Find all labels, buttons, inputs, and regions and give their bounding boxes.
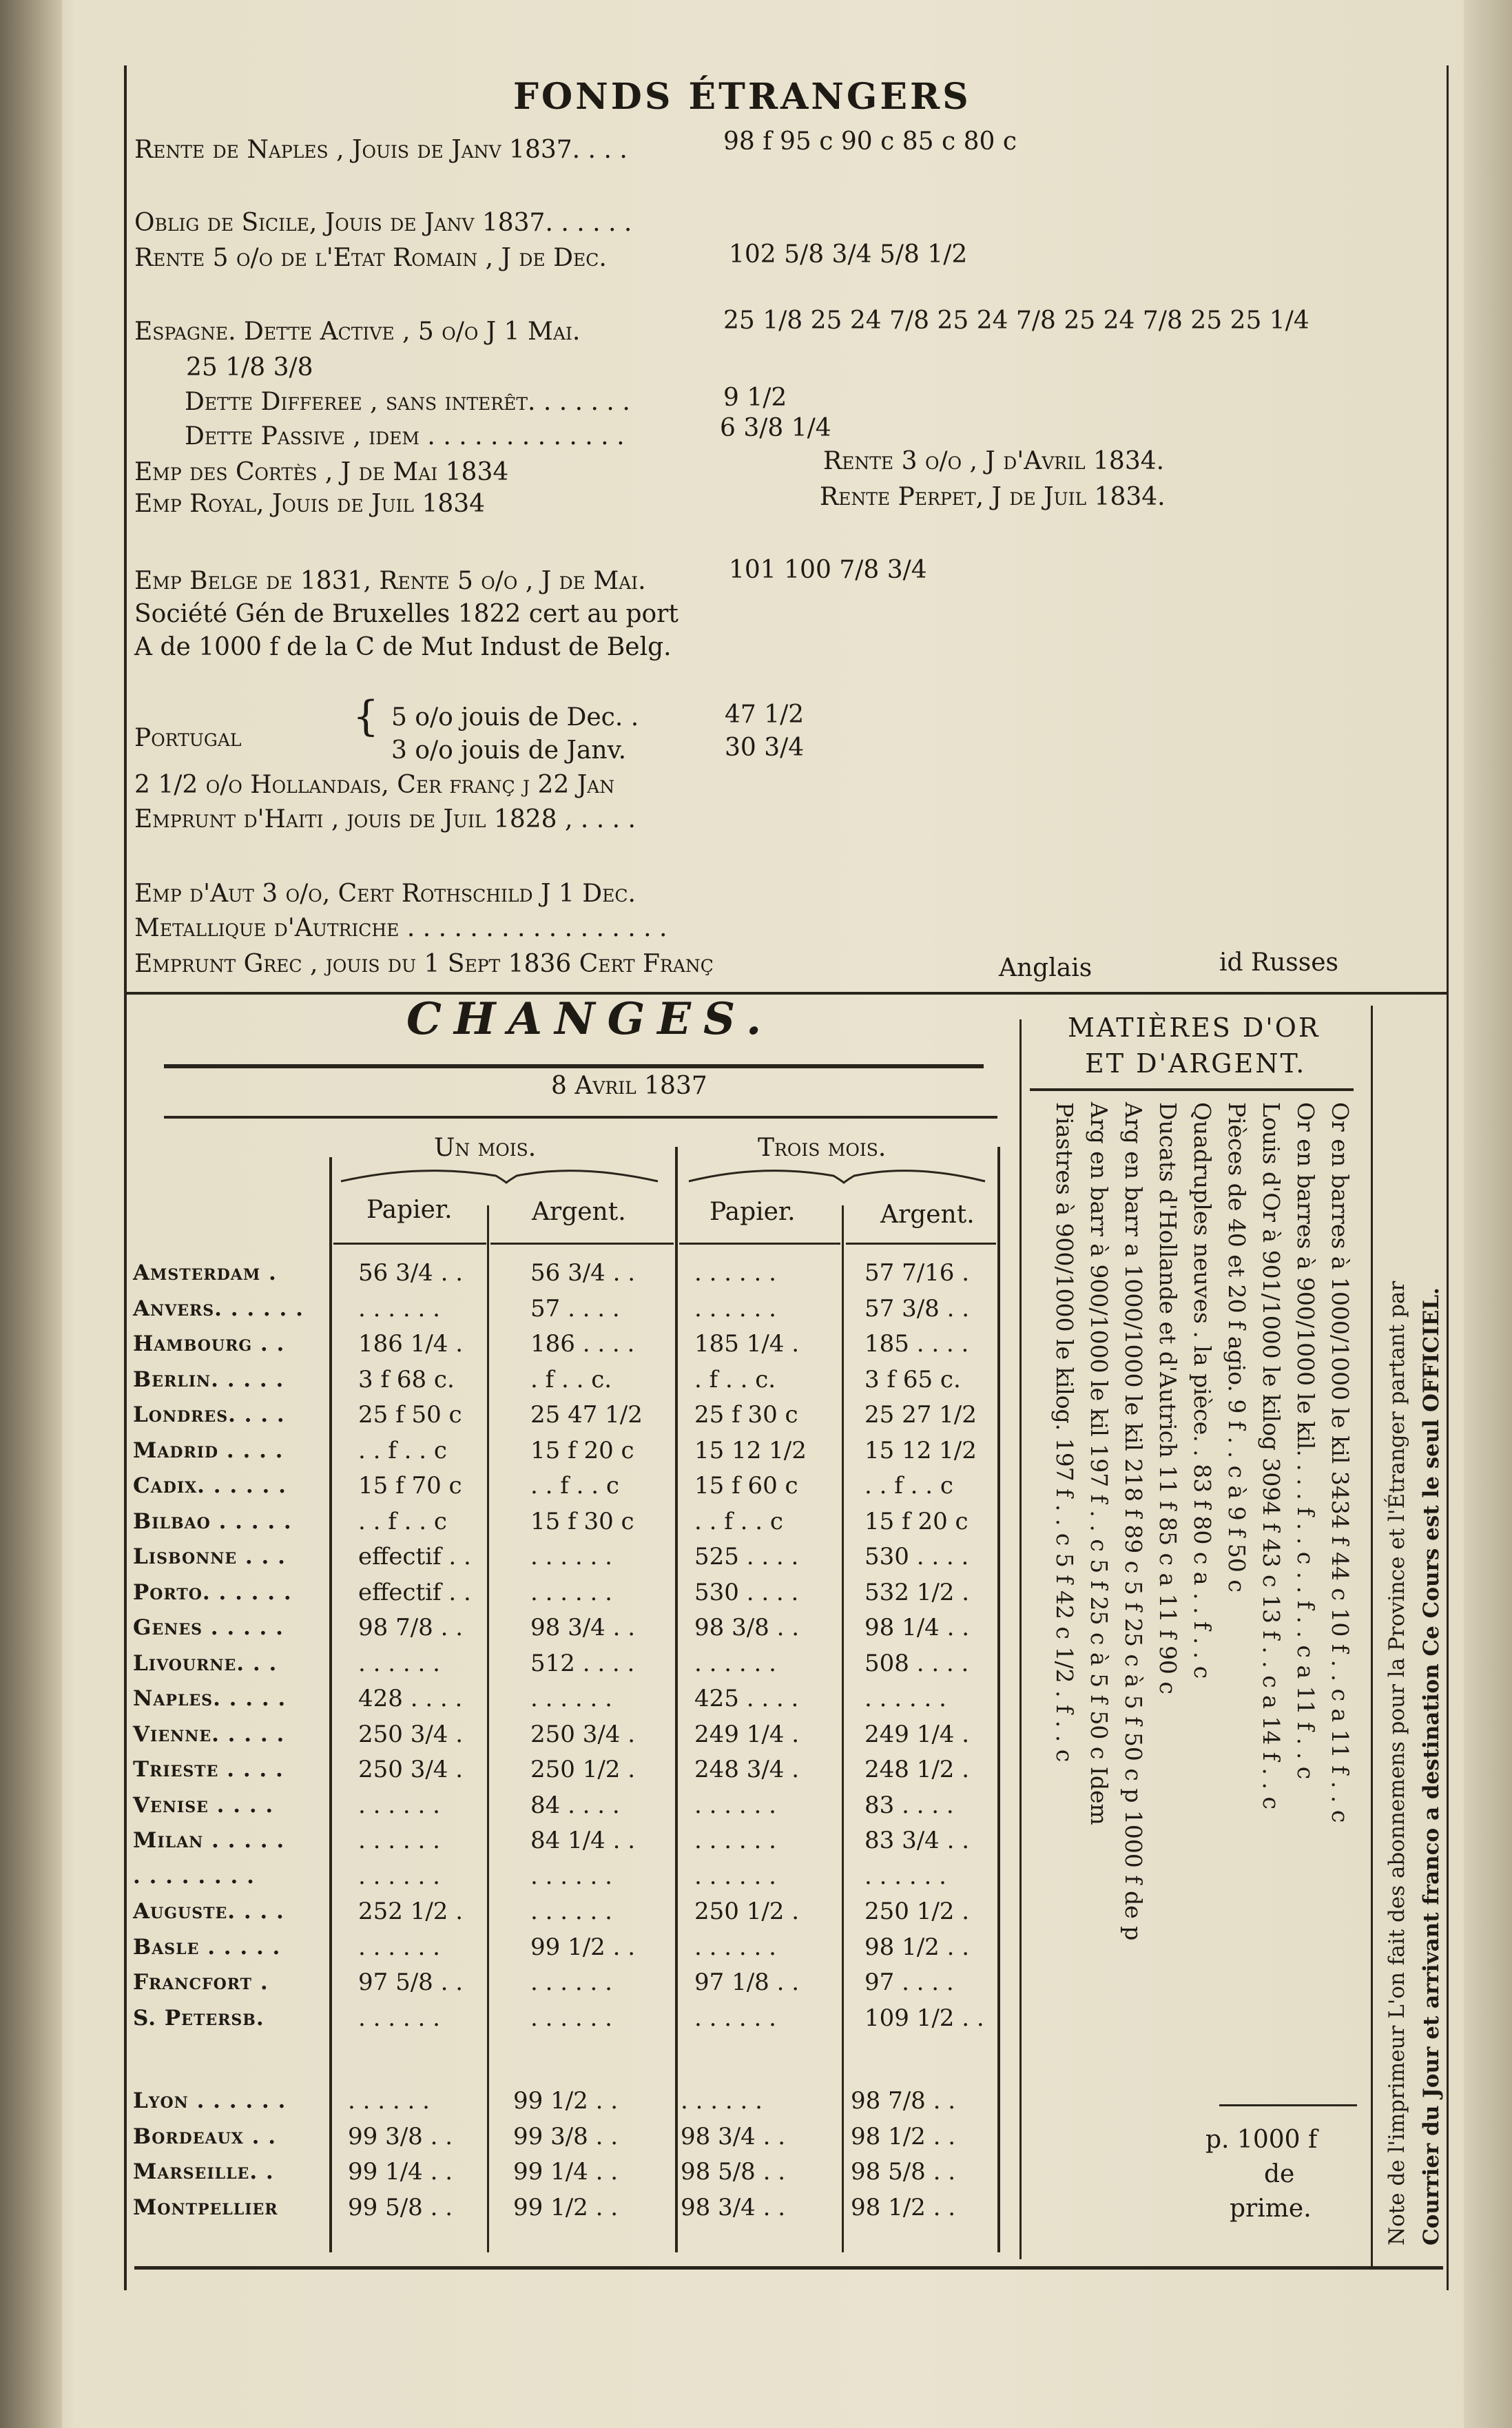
rate-papier-trois: 425 . . . . (694, 1685, 799, 1712)
domestic-papier-un-column (348, 2084, 453, 2225)
note-left-rule (1371, 1006, 1373, 2266)
place-name: Berlin. . . . . (133, 1367, 284, 1392)
rate-papier-un: effectif . . (358, 1578, 471, 1606)
matieres-line-7: Arg en barr a 1000/1000 le kil 218 f 89 c 5 f 25 c à 5 f 50 c p 1000 f de p (1120, 1102, 1147, 1941)
changes-papier-trois-column (694, 1256, 807, 2036)
changes-places-column (133, 1256, 304, 2036)
rate-papier-trois: 15 12 1/2 (694, 1436, 807, 1464)
matieres-line-2: Or en barres à 900/1000 le kil. . . . f . . c . . f . . c a 11 f . . c (1292, 1102, 1319, 1780)
matieres-line-9: Piastres à 900/1000 le kilog. 197 f . . c 5 f 42 c 1/2 . f . . c (1051, 1102, 1078, 1763)
book-spine (0, 0, 62, 2428)
header-papier-1: Papier. (366, 1196, 453, 1224)
header-trois-mois: Trois mois. (758, 1134, 887, 1162)
prime-line-1: p. 1000 f (1205, 2126, 1318, 2154)
place-name: Milan . . . . . (133, 1828, 285, 1853)
rate-argent-un: 512 . . . . (530, 1649, 635, 1677)
rate-argent-un: 57 . . . . (530, 1294, 620, 1322)
rate-papier-un: 97 5/8 . . (358, 1969, 464, 1996)
rate-papier-trois: 185 1/4 . (694, 1330, 800, 1358)
fonds-value-passive: 6 3/8 1/4 (720, 414, 831, 442)
rate-papier-trois: 249 1/4 . (694, 1720, 800, 1748)
rate-argent-trois: . . f . . c (864, 1472, 953, 1500)
matieres-left-rule (1019, 1019, 1022, 2259)
fonds-label-bruxelles: Société Gén de Bruxelles 1822 cert au port (134, 600, 679, 628)
domestic-argent-un-column (513, 2084, 618, 2225)
changes-argent-un-column (530, 1256, 643, 2036)
prime-line-3: prime. (1230, 2194, 1312, 2223)
rate-argent-trois: 98 1/4 . . (864, 1614, 970, 1641)
fonds-label-metallique: Metallique d'Autriche . . . . . . . . . . . . . . . . . (134, 914, 667, 942)
rate-papier-trois: 248 3/4 . (694, 1756, 800, 1783)
rate-argent-trois: 98 1/2 . . (851, 2122, 956, 2150)
rate-papier-un: . . . . . . (358, 1791, 440, 1819)
rate-papier-trois: . . . . . . (694, 1649, 776, 1677)
rate-argent-trois: 98 1/2 . . (851, 2193, 956, 2221)
rate-argent-un: 98 3/4 . . (530, 1614, 636, 1641)
rate-argent-un: 15 f 30 c (530, 1507, 634, 1535)
place-name: Lisbonne . . . (133, 1544, 286, 1569)
prime-line-2: de (1264, 2160, 1295, 2188)
changes-title: CHANGES. (406, 993, 774, 1045)
rate-papier-trois: 98 5/8 . . (681, 2158, 786, 2186)
fonds-value-espagne: 25 1/8 25 24 7/8 25 24 7/8 25 24 7/8 25 25 1/4 (723, 307, 1309, 335)
fonds-rente-3: Rente 3 o/o , J d'Avril 1834. (823, 447, 1165, 475)
rate-argent-un: . . . . . . (530, 1862, 612, 1890)
brace-un (338, 1161, 661, 1185)
place-name: Auguste. . . . (133, 1899, 284, 1924)
col-rule-2 (487, 1205, 489, 2252)
fonds-label-portugal-3: 3 o/o jouis de Janv. (391, 736, 627, 765)
changes-date-rule (164, 1116, 997, 1119)
matieres-title-2: ET D'ARGENT. (1085, 1048, 1307, 1079)
rate-argent-trois: 109 1/2 . . (864, 2004, 984, 2032)
rate-argent-trois: 530 . . . . (864, 1543, 969, 1570)
header-rule-2 (490, 1243, 674, 1245)
place-name: Vienne. . . . . (133, 1721, 285, 1747)
header-un-mois: Un mois. (434, 1134, 537, 1162)
rate-argent-un: . f . . c. (530, 1365, 612, 1393)
rate-argent-trois: 98 7/8 . . (851, 2087, 956, 2115)
note-line-1: Note de l'imprimeur L'on fait des abonnemens pour la Province et l'Étranger partant par (1385, 1280, 1409, 2245)
rate-argent-trois: 15 12 1/2 (864, 1436, 977, 1464)
changes-title-rule (164, 1064, 984, 1068)
rate-papier-un: . . . . . . (358, 1862, 440, 1890)
fonds-value-naples: 98 f 95 c 90 c 85 c 80 c (723, 127, 1017, 156)
matieres-line-6: Ducats d'Hollande et d'Autrich 11 f 85 c a 11 f 90 c (1154, 1102, 1181, 1694)
changes-papier-un-column (358, 1256, 471, 2036)
rate-papier-un: 99 1/4 . . (348, 2158, 453, 2186)
rate-papier-trois: . . . . . . (694, 1791, 776, 1819)
rate-papier-un: . . . . . . (358, 1827, 440, 1854)
header-argent-1: Argent. (532, 1198, 626, 1226)
matieres-line-4: Pièces de 40 et 20 f agio. 9 f . . c à 9 f 50 c (1223, 1102, 1250, 1592)
domestic-argent-trois-column (851, 2084, 955, 2225)
rate-papier-un: 99 5/8 . . (348, 2193, 453, 2221)
rate-papier-un: . . . . . . (358, 1649, 440, 1677)
rate-argent-trois: 249 1/4 . (864, 1720, 970, 1748)
rate-papier-trois: 250 1/2 . (694, 1898, 800, 1925)
rate-argent-trois: 3 f 65 c. (864, 1365, 961, 1393)
rate-papier-un: 3 f 68 c. (358, 1365, 455, 1393)
fonds-label-hollandais: 2 1/2 o/o Hollandais, Cer franç j 22 Jan (134, 771, 615, 799)
col-rule-3 (675, 1147, 678, 2252)
fonds-label-romain: Rente 5 o/o de l'Etat Romain , J de Dec. (134, 244, 607, 272)
fonds-label-portugal-5: 5 o/o jouis de Dec. . (391, 703, 639, 731)
rate-argent-un: 99 1/4 . . (513, 2158, 619, 2186)
fonds-title: FONDS ÉTRANGERS (513, 76, 971, 118)
fonds-value-romain: 102 5/8 3/4 5/8 1/2 (729, 240, 968, 269)
fonds-value-differee: 9 1/2 (723, 384, 787, 412)
rate-papier-trois: 98 3/4 . . (681, 2193, 786, 2221)
matieres-line-1: Or en barres à 1000/1000 le kil 3434 f 44 c 10 f . . c a 11 f . . c (1327, 1102, 1354, 1823)
rate-argent-un: 250 3/4 . (530, 1720, 636, 1748)
rate-papier-un: 250 3/4 . (358, 1720, 464, 1748)
domestic-places-column (133, 2084, 286, 2225)
fonds-label-autriche: Emp d'Aut 3 o/o, Cert Rothschild J 1 Dec. (134, 880, 636, 908)
rate-papier-un: . . f . . c (358, 1507, 447, 1535)
place-name: Bordeaux . . (133, 2124, 276, 2149)
note-line-2: Courrier du Jour et arrivant franco a destination Ce Cours est le seul OFFICIEL. (1419, 1287, 1444, 2245)
header-argent-3: Argent. (880, 1201, 975, 1229)
rate-papier-trois: 97 1/8 . . (694, 1969, 800, 1996)
rate-argent-un: . . f . . c (530, 1472, 619, 1500)
rate-papier-un: . . . . . . (358, 1294, 440, 1322)
rate-papier-un: 15 f 70 c (358, 1472, 462, 1500)
rate-argent-trois: . . . . . . (864, 1862, 946, 1890)
fonds-value-belge: 101 100 7/8 3/4 (729, 556, 927, 584)
fonds-value-portugal-5: 47 1/2 (725, 701, 805, 729)
fonds-label-anglais: Anglais (999, 954, 1092, 982)
place-name: Genes . . . . . (133, 1615, 284, 1640)
frame-left-rule (124, 65, 127, 2290)
rate-argent-un: 25 47 1/2 (530, 1401, 643, 1429)
place-name: S. Petersb. (133, 2005, 265, 2031)
rate-argent-trois: 248 1/2 . (864, 1756, 970, 1783)
rate-papier-trois: . . . . . . (681, 2087, 763, 2115)
prime-rule (1219, 2104, 1357, 2106)
rate-argent-un: 15 f 20 c (530, 1436, 634, 1464)
rate-papier-un: effectif . . (358, 1543, 471, 1570)
fonds-label-passive: Dette Passive , idem . . . . . . . . . . . . . (185, 422, 625, 450)
rate-argent-trois: 57 3/8 . . (864, 1294, 970, 1322)
fonds-label-cortes: Emp des Cortès , J de Mai 1834 (134, 458, 509, 486)
rate-argent-trois: 185 . . . . (864, 1330, 969, 1358)
rate-papier-un: . . . . . . (358, 2004, 440, 2032)
rate-argent-un: 99 1/2 . . (513, 2087, 619, 2115)
place-name: Hambourg . . (133, 1331, 285, 1356)
rate-papier-trois: . . . . . . (694, 1259, 776, 1287)
col-rule-4 (842, 1205, 844, 2252)
header-rule-1 (333, 1243, 486, 1245)
header-rule-4 (846, 1243, 996, 1245)
rate-papier-trois: . . f . . c (694, 1507, 783, 1535)
rate-argent-trois: 97 . . . . (864, 1969, 954, 1996)
fonds-label-differee: Dette Differee , sans interêt. . . . . . . (185, 388, 630, 416)
header-rule-3 (679, 1243, 840, 1245)
place-name: Montpellier (133, 2194, 278, 2220)
rate-papier-un: 25 f 50 c (358, 1401, 462, 1429)
rate-argent-un: . . . . . . (530, 1578, 612, 1606)
place-name: Amsterdam . (133, 1260, 277, 1285)
matieres-title-1: MATIÈRES D'OR (1068, 1013, 1321, 1043)
rate-papier-trois: . . . . . . (694, 1862, 776, 1890)
matieres-line-8: Arg en barr à 900/1000 le kil 197 f . . c 5 f 25 c à 5 f 50 c Idem (1086, 1102, 1112, 1825)
place-name: Livourne. . . (133, 1650, 278, 1676)
portugal-brace: { (353, 692, 380, 740)
place-name: Anvers. . . . . . (133, 1296, 304, 1321)
rate-argent-trois: . . . . . . (864, 1685, 946, 1712)
fonds-value-portugal-3: 30 3/4 (725, 734, 805, 762)
rate-argent-trois: 250 1/2 . (864, 1898, 970, 1925)
rate-papier-un: 98 7/8 . . (358, 1614, 464, 1641)
place-name: Bilbao . . . . . (133, 1508, 292, 1534)
matieres-title-rule (1030, 1088, 1354, 1091)
fonds-label-naples: Rente de Naples , Jouis de Janv 1837. . . . (134, 136, 628, 164)
rate-argent-un: 84 1/4 . . (530, 1827, 636, 1854)
place-name: Naples. . . . . (133, 1686, 287, 1711)
fonds-label-mut-indust: A de 1000 f de la C de Mut Indust de Belg. (134, 633, 672, 661)
fonds-label-royal: Emp Royal, Jouis de Juil 1834 (134, 490, 486, 518)
matieres-line-3: Louis d'Or à 901/1000 le kilog 3094 f 43 c 13 f . . c a 14 f . . c (1258, 1102, 1285, 1809)
rate-argent-trois: 98 1/2 . . (864, 1933, 970, 1961)
rate-papier-trois: 525 . . . . (694, 1543, 799, 1570)
rate-papier-trois: 25 f 30 c (694, 1401, 798, 1429)
place-name: Marseille. . (133, 2159, 274, 2184)
page-edge (1464, 0, 1512, 2428)
header-papier-3: Papier. (710, 1198, 796, 1226)
place-name: Cadix. . . . . . (133, 1473, 287, 1498)
rate-papier-trois: . f . . c. (694, 1365, 776, 1393)
rate-argent-un: 99 1/2 . . (513, 2193, 619, 2221)
rate-argent-un: . . . . . . (530, 2004, 612, 2032)
rate-papier-trois: . . . . . . (694, 2004, 776, 2032)
rate-papier-un: 250 3/4 . (358, 1756, 464, 1783)
fonds-rente-perpet: Rente Perpet, J de Juil 1834. (820, 483, 1166, 511)
rate-argent-un: . . . . . . (530, 1685, 612, 1712)
fonds-label-espagne: Espagne. Dette Active , 5 o/o J 1 Mai. (134, 318, 581, 346)
rate-argent-un: . . . . . . (530, 1543, 612, 1570)
rate-argent-trois: 57 7/16 . (864, 1259, 970, 1287)
place-name: Lyon . . . . . . (133, 2088, 287, 2113)
rate-papier-un: . . f . . c (358, 1436, 447, 1464)
rate-argent-trois: 25 27 1/2 (864, 1401, 977, 1429)
rate-papier-trois: . . . . . . (694, 1827, 776, 1854)
rate-papier-trois: 98 3/4 . . (681, 2122, 786, 2150)
rate-papier-trois: 98 3/8 . . (694, 1614, 800, 1641)
domestic-papier-trois-column (681, 2084, 785, 2225)
rate-argent-un: 99 1/2 . . (530, 1933, 636, 1961)
fonds-label-haiti: Emprunt d'Haiti , jouis de Juil 1828 , . . . . (134, 805, 636, 833)
rate-papier-un: . . . . . . (358, 1933, 440, 1961)
section-divider (127, 992, 1448, 995)
rate-argent-trois: 83 . . . . (864, 1791, 954, 1819)
fonds-label-belge: Emp Belge de 1831, Rente 5 o/o , J de Mai. (134, 567, 646, 595)
bottom-rule (134, 2266, 1443, 2270)
rate-argent-trois: 83 3/4 . . (864, 1827, 970, 1854)
rate-argent-un: 250 1/2 . (530, 1756, 636, 1783)
rate-argent-un: . . . . . . (530, 1969, 612, 1996)
rate-argent-un: 99 3/8 . . (513, 2122, 619, 2150)
place-name: . . . . . . . . (133, 1863, 255, 1889)
fonds-label-portugal: Portugal (134, 724, 242, 752)
fonds-label-grec: Emprunt Grec , jouis du 1 Sept 1836 Cert Franç (134, 950, 714, 978)
place-name: Madrid . . . . (133, 1438, 284, 1463)
col-rule-1 (329, 1157, 332, 2252)
rate-argent-trois: 532 1/2 . (864, 1578, 970, 1606)
matieres-line-5: Quadruples neuves . la pièce. . 83 f 80 c a . . f . . c (1189, 1102, 1216, 1679)
rate-argent-trois: 98 5/8 . . (851, 2158, 956, 2186)
place-name: Londres. . . . (133, 1402, 285, 1427)
place-name: Trieste . . . . (133, 1757, 284, 1782)
place-name: Venise . . . . (133, 1792, 274, 1818)
rate-argent-un: 84 . . . . (530, 1791, 620, 1819)
changes-argent-trois-column (864, 1256, 984, 2036)
rate-papier-un: . . . . . . (348, 2087, 430, 2115)
changes-date: 8 Avril 1837 (551, 1072, 707, 1100)
fonds-label-russes: id Russes (1219, 948, 1339, 977)
rate-papier-un: 99 3/8 . . (348, 2122, 453, 2150)
fonds-label-sicile: Oblig de Sicile, Jouis de Janv 1837. . . . . . (134, 209, 632, 237)
rate-papier-un: 428 . . . . (358, 1685, 463, 1712)
fonds-espagne-cont: 25 1/8 3/8 (186, 353, 313, 382)
col-rule-5 (997, 1147, 1000, 2252)
rate-argent-un: 56 3/4 . . (530, 1259, 636, 1287)
rate-papier-un: 56 3/4 . . (358, 1259, 464, 1287)
place-name: Basle . . . . . (133, 1934, 281, 1960)
rate-argent-un: . . . . . . (530, 1898, 612, 1925)
rate-papier-trois: . . . . . . (694, 1294, 776, 1322)
place-name: Francfort . (133, 1970, 269, 1995)
frame-right-rule (1447, 65, 1449, 2290)
rate-papier-trois: . . . . . . (694, 1933, 776, 1961)
rate-papier-un: 186 1/4 . (358, 1330, 464, 1358)
place-name: Porto. . . . . . (133, 1579, 292, 1605)
rate-papier-trois: 15 f 60 c (694, 1472, 798, 1500)
rate-papier-un: 252 1/2 . (358, 1898, 464, 1925)
rate-argent-trois: 15 f 20 c (864, 1507, 969, 1535)
rate-papier-trois: 530 . . . . (694, 1578, 799, 1606)
brace-trois (685, 1161, 988, 1185)
rate-argent-trois: 508 . . . . (864, 1649, 969, 1677)
rate-argent-un: 186 . . . . (530, 1330, 635, 1358)
